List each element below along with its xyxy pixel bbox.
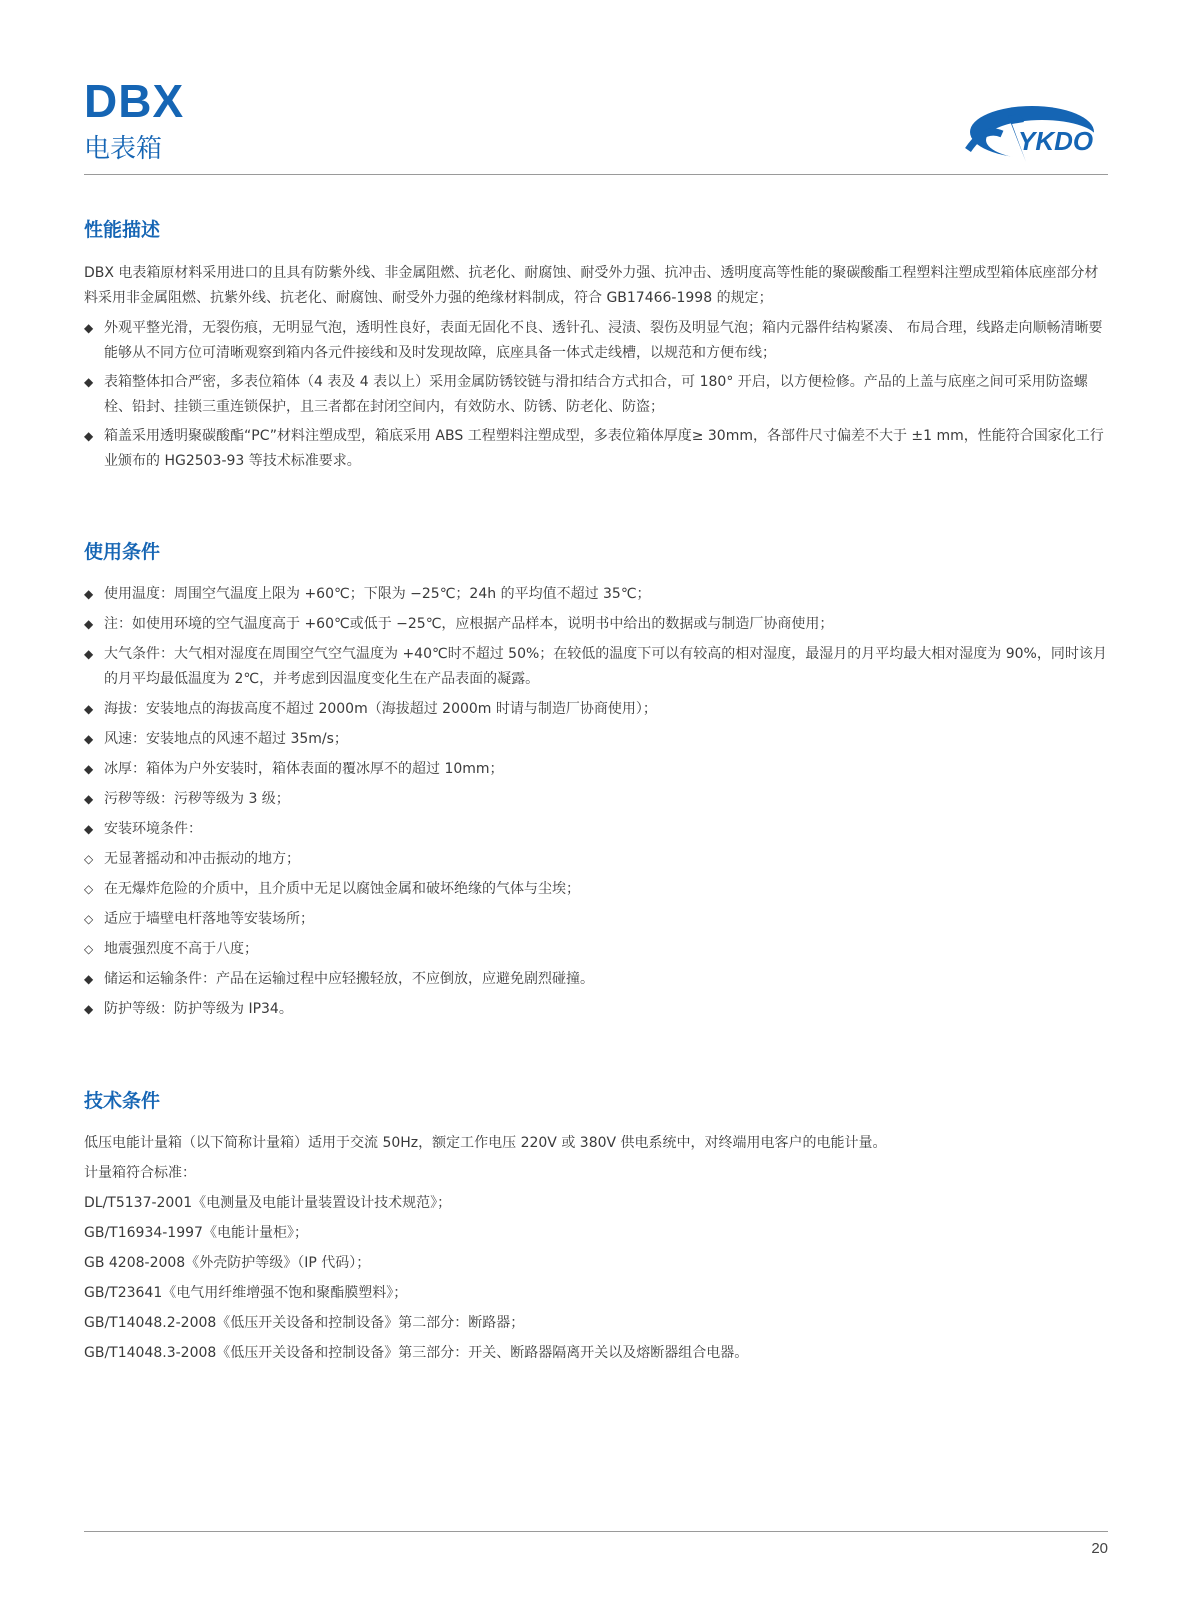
standard-line: GB/T23641《电气用纤维增强不饱和聚酯膜塑料》； bbox=[84, 1285, 408, 1301]
performance-title: 性能描述 bbox=[84, 219, 161, 241]
item-text: 防护等级：防护等级为 IP34。 bbox=[104, 1001, 293, 1017]
item-text: 风速：安装地点的风速不超过 35m/s； bbox=[104, 731, 348, 747]
item-text: 注：如使用环境的空气温度高于 +60℃或低于 −25℃，应根据产品样本，说明书中给出的数据或与制造厂协商使用； bbox=[104, 616, 834, 632]
list-item bbox=[84, 877, 1108, 902]
conditions-list bbox=[84, 582, 1108, 1022]
list-item bbox=[84, 424, 1108, 474]
item-text: 无显著摇动和冲击振动的地方； bbox=[104, 851, 300, 867]
item-text: 表箱整体扣合严密，多表位箱体（4 表及 4 表以上）采用金属防锈铰链与滑扣结合方式扣合，可 180° 开启，以方便检修。产品的上盖与底座之间可采用防盗螺栓、铅封、挂锁三重连锁保护，且三者都在封闭空间内，有效防水、防锈、防老化、防盗； bbox=[104, 374, 1088, 415]
list-item bbox=[84, 316, 1108, 366]
list-item bbox=[84, 727, 1108, 752]
performance-intro: DBX 电表箱原材料采用进口的且具有防紫外线、非金属阻燃、抗老化、耐腐蚀、耐受外力强、抗冲击、透明度高等性能的聚碳酸酯工程塑料注塑成型箱体底座部分材料采用非金属阻燃、抗紫外线、抗老化、耐腐蚀、耐受外力强的绝缘材料制成，符合 GB17466-1998 的规定； bbox=[84, 265, 1099, 306]
diamond-bullet-icon: ◆ bbox=[84, 822, 94, 836]
diamond-bullet-icon: ◆ bbox=[84, 429, 94, 443]
item-text: 外观平整光滑，无裂伤痕，无明显气泡，透明性良好，表面无固化不良、透针孔、浸渍、裂伤及明显气泡；箱内元器件结构紧凑、 布局合理，线路走向顺畅清晰要能够从不同方位可清晰观察到箱内各元件接线和及时发现故障，底座具备一体式走线槽，以规范和方便布线； bbox=[104, 320, 1103, 361]
page-subtitle: 电表箱 bbox=[84, 134, 163, 164]
list-item bbox=[84, 612, 1108, 637]
performance-list bbox=[84, 316, 1108, 474]
hollow-diamond-bullet-icon: ◇ bbox=[84, 912, 94, 926]
item-text: 使用温度：周围空气温度上限为 +60℃；下限为 −25℃；24h 的平均值不超过 35℃； bbox=[104, 586, 651, 602]
list-item bbox=[84, 997, 1108, 1022]
list-item bbox=[84, 370, 1108, 420]
list-item bbox=[84, 697, 1108, 722]
diamond-bullet-icon: ◆ bbox=[84, 321, 94, 335]
item-text: 污秽等级：污秽等级为 3 级； bbox=[104, 791, 290, 807]
list-item bbox=[84, 847, 1108, 872]
list-item bbox=[84, 967, 1108, 992]
item-text: 海拔：安装地点的海拔高度不超过 2000m（海拔超过 2000m 时请与制造厂协商使用）； bbox=[104, 701, 657, 717]
standard-line: GB/T14048.3-2008《低压开关设备和控制设备》第三部分：开关、断路器隔离开关以及熔断器组合电器。 bbox=[84, 1345, 749, 1361]
diamond-bullet-icon: ◆ bbox=[84, 647, 94, 661]
conditions-title: 使用条件 bbox=[84, 541, 161, 563]
list-item bbox=[84, 757, 1108, 782]
item-text: 适应于墙壁电杆落地等安装场所； bbox=[104, 911, 314, 927]
standard-line: GB/T14048.2-2008《低压开关设备和控制设备》第二部分：断路器； bbox=[84, 1315, 525, 1331]
item-text: 在无爆炸危险的介质中，且介质中无足以腐蚀金属和破坏绝缘的气体与尘埃； bbox=[104, 881, 580, 897]
performance-section bbox=[84, 221, 1108, 474]
standard-line: GB 4208-2008《外壳防护等级》（IP 代码）； bbox=[84, 1255, 371, 1271]
page-title: DBX bbox=[84, 75, 185, 127]
diamond-bullet-icon: ◆ bbox=[84, 762, 94, 776]
item-text: 大气条件：大气相对湿度在周围空气空气温度为 +40℃时不超过 50%；在较低的温度下可以有较高的相对湿度，最湿月的月平均最大相对湿度为 90%，同时该月的月平均最低温度为 2℃，并考虑到因温度变化生在产品表面的凝露。 bbox=[104, 646, 1107, 687]
technical-list bbox=[84, 1131, 1108, 1366]
item-text: 冰厚：箱体为户外安装时，箱体表面的覆冰厚不的超过 10mm； bbox=[104, 761, 504, 777]
item-text: 储运和运输条件：产品在运输过程中应轻搬轻放，不应倒放，应避免剧烈碰撞。 bbox=[104, 971, 594, 987]
standard-line: GB/T16934-1997《电能计量柜》； bbox=[84, 1225, 308, 1241]
list-item bbox=[84, 937, 1108, 962]
list-item bbox=[84, 817, 1108, 842]
diamond-bullet-icon: ◆ bbox=[84, 732, 94, 746]
logo-text: YKDO bbox=[1018, 126, 1094, 156]
list-item bbox=[84, 642, 1108, 692]
header-divider bbox=[84, 174, 1108, 175]
diamond-bullet-icon: ◆ bbox=[84, 1002, 94, 1016]
diamond-bullet-icon: ◆ bbox=[84, 792, 94, 806]
diamond-bullet-icon: ◆ bbox=[84, 617, 94, 631]
item-text: 箱盖采用透明聚碳酸酯“PC”材料注塑成型，箱底采用 ABS 工程塑料注塑成型，多表位箱体厚度≥ 30mm，各部件尺寸偏差不大于 ±1 mm，性能符合国家化工行业颁布的 HG2503-93 等技术标准要求。 bbox=[104, 428, 1104, 469]
page-number: 20 bbox=[1091, 1540, 1108, 1557]
standard-line: DL/T5137-2001《电测量及电能计量装置设计技术规范》； bbox=[84, 1195, 452, 1211]
technical-title: 技术条件 bbox=[84, 1090, 161, 1112]
diamond-bullet-icon: ◆ bbox=[84, 972, 94, 986]
ykdo-logo bbox=[962, 84, 1102, 168]
list-item bbox=[84, 907, 1108, 932]
list-item bbox=[84, 787, 1108, 812]
item-text: 地震强烈度不高于八度； bbox=[104, 941, 258, 957]
diamond-bullet-icon: ◆ bbox=[84, 702, 94, 716]
conditions-section bbox=[84, 543, 1108, 1027]
hollow-diamond-bullet-icon: ◇ bbox=[84, 882, 94, 896]
diamond-bullet-icon: ◆ bbox=[84, 375, 94, 389]
diamond-bullet-icon: ◆ bbox=[84, 587, 94, 601]
technical-section bbox=[84, 1092, 1108, 1371]
footer-divider bbox=[84, 1531, 1108, 1532]
standard-line: 低压电能计量箱（以下简称计量箱）适用于交流 50Hz，额定工作电压 220V 或 380V 供电系统中，对终端用电客户的电能计量。 bbox=[84, 1135, 887, 1151]
item-text: 安装环境条件： bbox=[104, 821, 202, 837]
list-item bbox=[84, 582, 1108, 607]
hollow-diamond-bullet-icon: ◇ bbox=[84, 942, 94, 956]
hollow-diamond-bullet-icon: ◇ bbox=[84, 852, 94, 866]
standard-line: 计量箱符合标准： bbox=[84, 1165, 196, 1181]
